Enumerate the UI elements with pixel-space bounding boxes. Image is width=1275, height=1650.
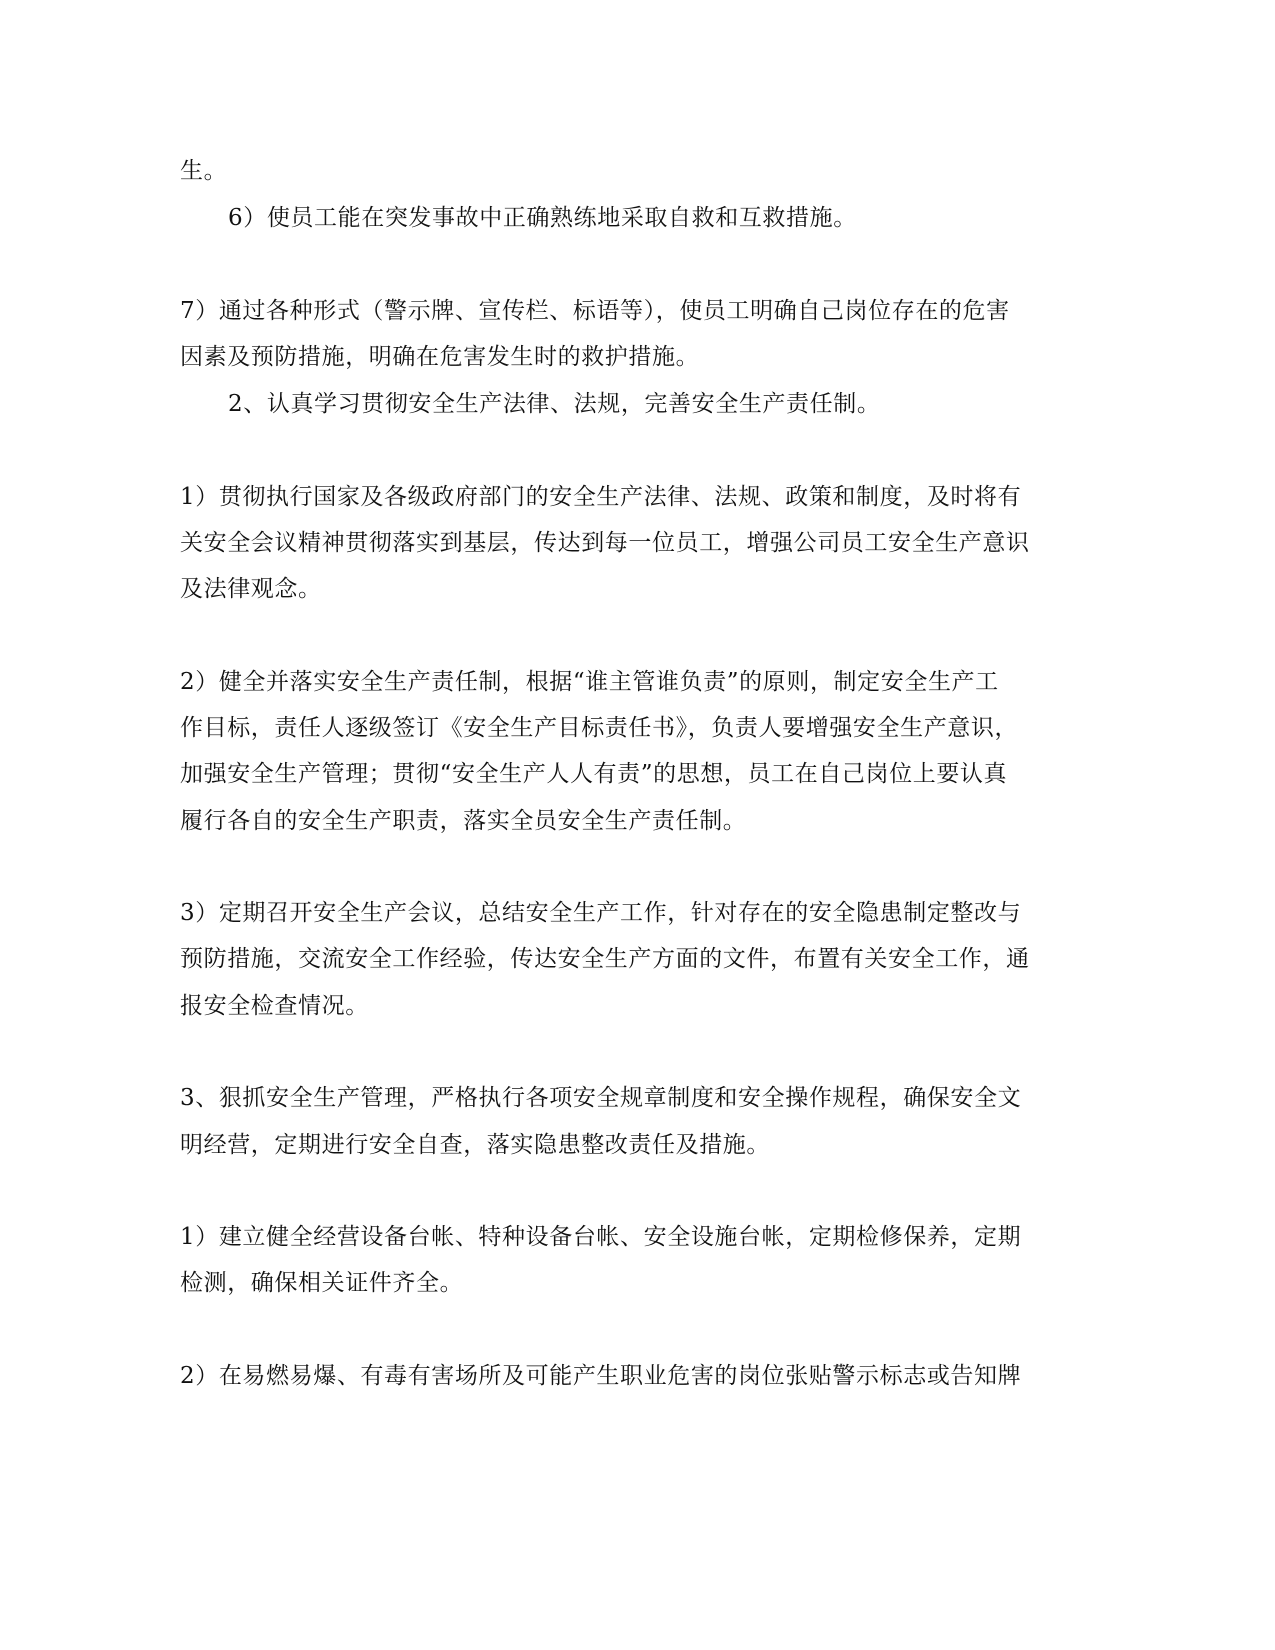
- text-line: 明经营，定期进行安全自查，落实隐患整改责任及措施。: [180, 1132, 770, 1158]
- text-line: 2、认真学习贯彻安全生产法律、法规，完善安全生产责任制。: [228, 391, 881, 417]
- text-line: 检测，确保相关证件齐全。: [180, 1270, 464, 1296]
- text-line: 加强安全生产管理；贯彻“安全生产人人有责”的思想，员工在自己岗位上要认真: [180, 761, 1008, 787]
- text-line: 及法律观念。: [180, 576, 322, 602]
- text-line: 预防措施，交流安全工作经验，传达安全生产方面的文件，布置有关安全工作，通: [180, 946, 1030, 972]
- text-line: 报安全检查情况。: [180, 993, 369, 1019]
- text-line: 1）贯彻执行国家及各级政府部门的安全生产法律、法规、政策和制度，及时将有: [180, 484, 1022, 510]
- text-line: 1）建立健全经营设备台帐、特种设备台帐、安全设施台帐，定期检修保养，定期: [180, 1224, 1022, 1250]
- text-line: 3）定期召开安全生产会议，总结安全生产工作，针对存在的安全隐患制定整改与: [180, 900, 1022, 926]
- text-line: 关安全会议精神贯彻落实到基层，传达到每一位员工，增强公司员工安全生产意识: [180, 530, 1030, 556]
- text-line: 3、狠抓安全生产管理，严格执行各项安全规章制度和安全操作规程，确保安全文: [180, 1085, 1022, 1111]
- text-line: 7）通过各种形式（警示牌、宣传栏、标语等），使员工明确自己岗位存在的危害: [180, 298, 1010, 324]
- text-line: 作目标，责任人逐级签订《安全生产目标责任书》，负责人要增强安全生产意识，: [180, 715, 1019, 741]
- text-line: 2）健全并落实安全生产责任制，根据“谁主管谁负责”的原则，制定安全生产工: [180, 669, 999, 695]
- text-line: 因素及预防措施，明确在危害发生时的救护措施。: [180, 344, 700, 370]
- text-line: 生。: [180, 158, 228, 184]
- text-line: 2）在易燃易爆、有毒有害场所及可能产生职业危害的岗位张贴警示标志或告知牌: [180, 1363, 1022, 1389]
- text-line: 履行各自的安全生产职责，落实全员安全生产责任制。: [180, 808, 747, 834]
- text-line: 6）使员工能在突发事故中正确熟练地采取自救和互救措施。: [228, 205, 857, 231]
